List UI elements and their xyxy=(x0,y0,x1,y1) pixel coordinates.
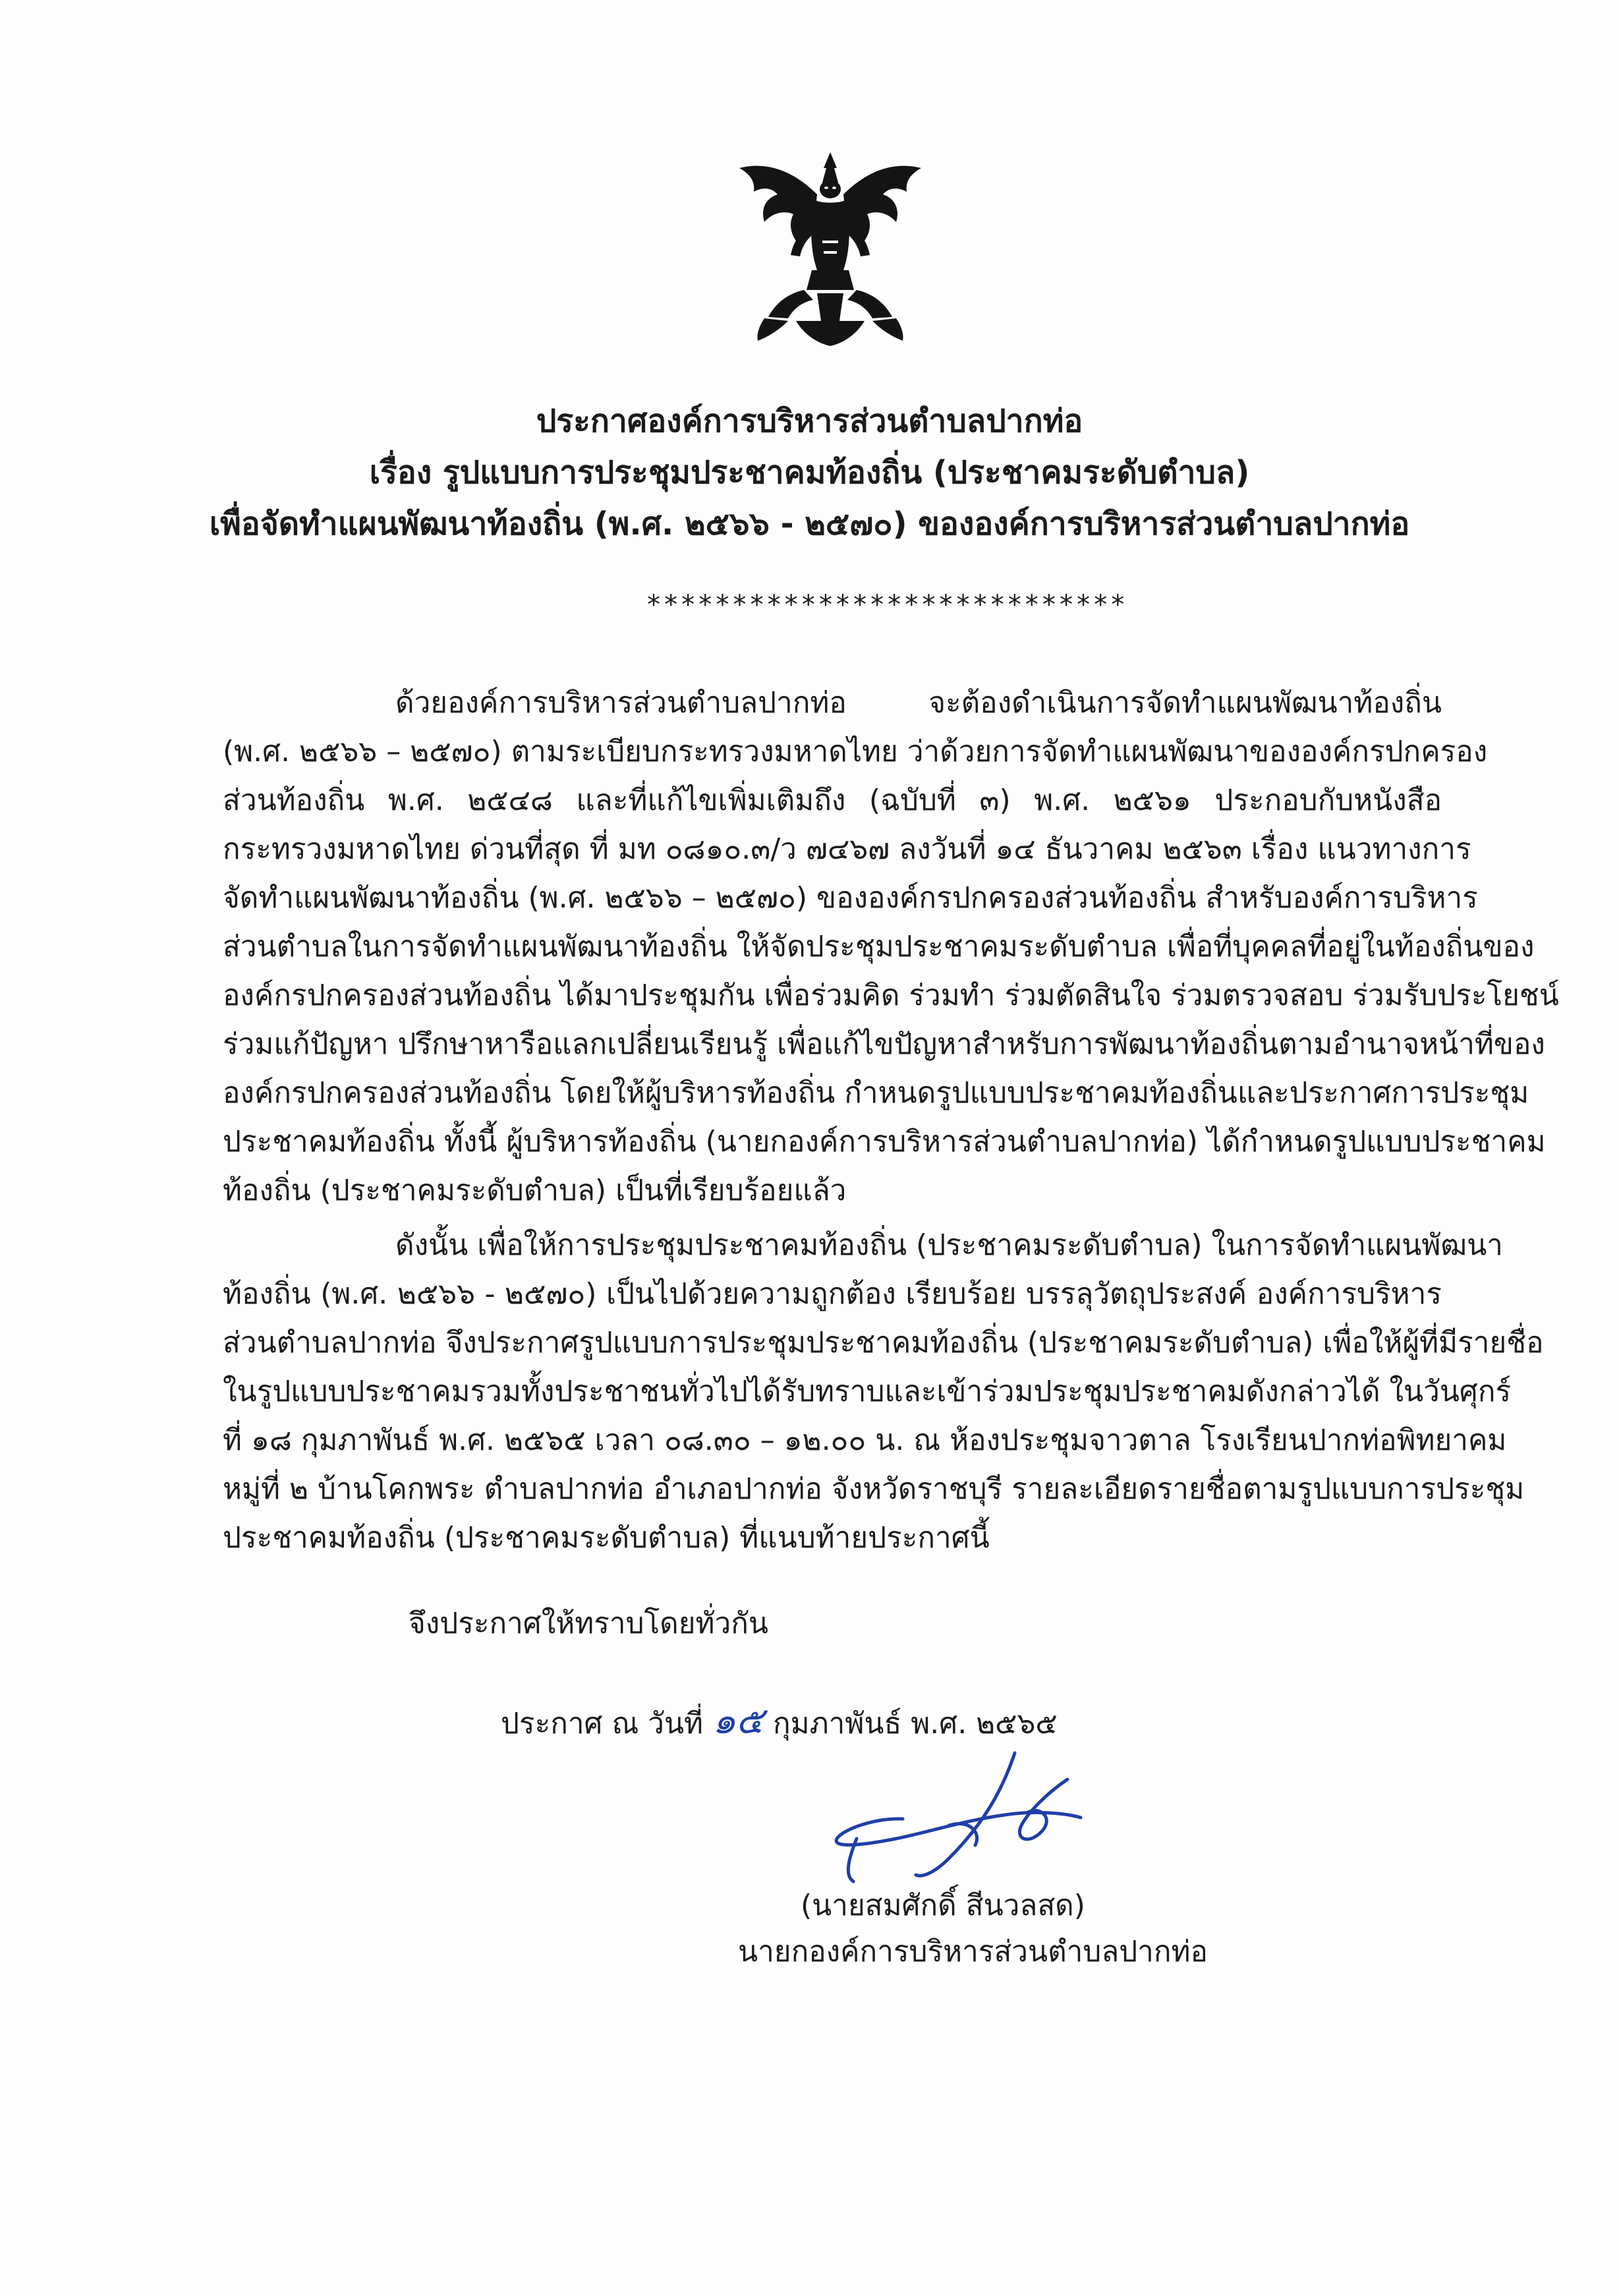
title-line: เพื่อจัดทำแผนพัฒนาท้องถิ่น (พ.ศ. ๒๕๖๖ - ๒๕๗๐) ขององค์การบริหารส่วนตำบลปากท่อ xyxy=(209,505,1410,542)
text-line: ท้องถิ่น (ประชาคมระดับตำบล) เป็นที่เรียบร้อยแล้ว xyxy=(223,1174,847,1207)
paragraph-background xyxy=(223,679,1559,1215)
text-line: ประชาคมท้องถิ่น (ประชาคมระดับตำบล) ที่แนบท้ายประกาศนี้ xyxy=(223,1521,990,1555)
text-line: กระทรวงมหาดไทย ด่วนที่สุด ที่ มท ๐๘๑๐.๓/ว ๗๔๖๗ ลงวันที่ ๑๔ ธันวาคม ๒๕๖๓ เรื่อง แนวทางการ xyxy=(223,832,1471,866)
handwritten-signature xyxy=(817,1740,1107,1891)
text-line: ด้วยองค์การบริหารส่วนตำบลปากท่อ จะต้องดำเนินการจัดทำแผนพัฒนาท้องถิ่น xyxy=(395,686,1442,720)
signatory-name: (นายสมศักดิ์ สีนวลสด) xyxy=(801,1889,1085,1922)
title-line: เรื่อง รูปแบบการประชุมประชาคมท้องถิ่น (ประชาคมระดับตำบล) xyxy=(369,454,1250,491)
text-line: ส่วนตำบลปากท่อ จึงประกาศรูปแบบการประชุมประชาคมท้องถิ่น (ประชาคมระดับตำบล) เพื่อให้ผู้ที่มีรายชื่อ xyxy=(223,1326,1544,1360)
text-line: ในรูปแบบประชาคมรวมทั้งประชาชนทั่วไปได้รับทราบและเข้าร่วมประชุมประชาคมดังกล่าวได้ ในวันศุกร์ xyxy=(223,1375,1512,1408)
title-line: ประกาศองค์การบริหารส่วนตำบลปากท่อ xyxy=(536,403,1083,440)
text-line: จัดทำแผนพัฒนาท้องถิ่น (พ.ศ. ๒๕๖๖ – ๒๕๗๐) ขององค์กรปกครองส่วนท้องถิ่น สำหรับองค์การบริหาร xyxy=(223,881,1478,915)
text-line: (พ.ศ. ๒๕๖๖ – ๒๕๗๐) ตามระเบียบกระทรวงมหาดไทย ว่าด้วยการจัดทำแผนพัฒนาขององค์กรปกครอง xyxy=(223,735,1488,768)
announcement-title xyxy=(165,395,1454,550)
handwritten-day: ๑๕ xyxy=(712,1700,764,1742)
signatory-position: นายกองค์การบริหารส่วนตำบลปากท่อ xyxy=(738,1935,1208,1968)
text-line: ร่วมแก้ปัญหา ปรึกษาหารือแลกเปลี่ยนเรียนรู้ เพื่อแก้ไขปัญหาสำหรับการพัฒนาท้องถิ่นตามอำนาจหน้าที่ของ xyxy=(223,1027,1545,1061)
text-line: ส่วนท้องถิ่น พ.ศ. ๒๕๔๘ และที่แก้ไขเพิ่มเติมถึง (ฉบับที่ ๓) พ.ศ. ๒๕๖๑ ประกอบกับหนังสือ xyxy=(223,784,1442,817)
text-line: องค์กรปกครองส่วนท้องถิ่น ได้มาประชุมกัน เพื่อร่วมคิด ร่วมทำ ร่วมตัดสินใจ ร่วมตรวจสอบ ร่วมรับประโยชน์ xyxy=(223,979,1559,1012)
date-prefix: ประกาศ ณ วันที่ xyxy=(501,1707,704,1740)
announce-line: จึงประกาศให้ทราบโดยทั่วกัน xyxy=(409,1607,768,1640)
paragraph-resolution xyxy=(223,1221,1544,1563)
text-line: ที่ ๑๘ กุมภาพันธ์ พ.ศ. ๒๕๖๕ เวลา ๐๘.๓๐ – ๑๒.๐๐ น. ณ ห้องประชุมจาวตาล โรงเรียนปากท่อพิทยาคม xyxy=(223,1423,1507,1457)
text-line: หมู่ที่ ๒ บ้านโคกพระ ตำบลปากท่อ อำเภอปากท่อ จังหวัดราชบุรี รายละเอียดรายชื่อตามรูปแบบการประชุม xyxy=(223,1472,1525,1506)
text-line: ดังนั้น เพื่อให้การประชุมประชาคมท้องถิ่น (ประชาคมระดับตำบล) ในการจัดทำแผนพัฒนา xyxy=(395,1228,1503,1262)
text-line: องค์กรปกครองส่วนท้องถิ่น โดยให้ผู้บริหารท้องถิ่น กำหนดรูปแบบประชาคมท้องถิ่นและประกาศการประชุม xyxy=(223,1076,1529,1110)
text-line: ส่วนตำบลในการจัดทำแผนพัฒนาท้องถิ่น ให้จัดประชุมประชาคมระดับตำบล เพื่อที่บุคคลที่อยู่ในท้องถิ่นของ xyxy=(223,930,1535,963)
separator-stars: **************************** xyxy=(646,590,1127,620)
text-line: ประชาคมท้องถิ่น ทั้งนี้ ผู้บริหารท้องถิ่น (นายกองค์การบริหารส่วนตำบลปากท่อ) ได้กำหนดรูปแบบประชาคม xyxy=(223,1125,1546,1159)
text-line: ท้องถิ่น (พ.ศ. ๒๕๖๖ - ๒๕๗๐) เป็นไปด้วยความถูกต้อง เรียบร้อย บรรลุวัตถุประสงค์ องค์การบริหาร xyxy=(223,1277,1442,1311)
garuda-emblem-icon xyxy=(725,148,936,353)
date-suffix: กุมภาพันธ์ พ.ศ. ๒๕๖๕ xyxy=(773,1707,1058,1740)
